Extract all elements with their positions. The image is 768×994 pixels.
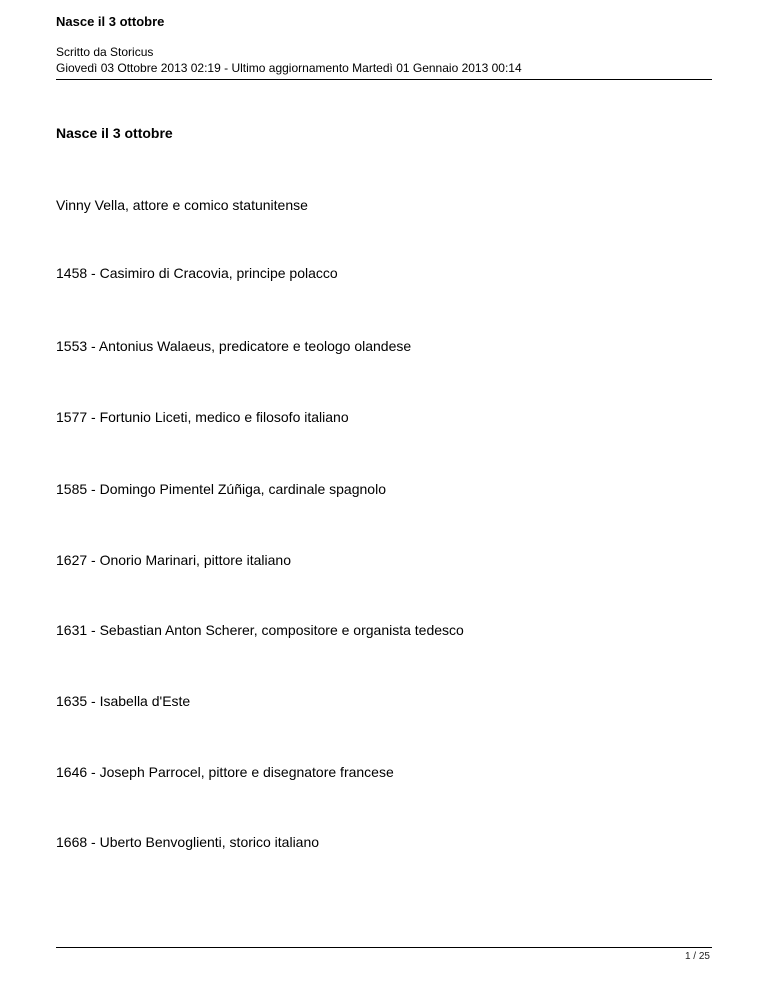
author-line: Scritto da Storicus [56,45,154,59]
list-item: 1668 - Uberto Benvoglienti, storico italiano [56,834,320,850]
list-item: 1631 - Sebastian Anton Scherer, compositore e organista tedesco [56,622,464,638]
page-number: 1 / 25 [684,951,710,962]
list-item: 1585 - Domingo Pimentel Zúñiga, cardinale spagnolo [56,481,386,497]
footer-divider [56,947,712,948]
list-item: 1553 - Antonius Walaeus, predicatore e teologo olandese [56,338,412,354]
list-item: 1458 - Casimiro di Cracovia, principe polacco [56,265,338,281]
article-heading: Nasce il 3 ottobre [56,125,173,141]
list-item: 1627 - Onorio Marinari, pittore italiano [56,552,292,568]
list-item: 1577 - Fortunio Liceti, medico e filosofo italiano [56,409,349,425]
list-item: 1646 - Joseph Parrocel, pittore e disegnatore francese [56,764,394,780]
header-title: Nasce il 3 ottobre [56,14,165,29]
list-item: 1635 - Isabella d'Este [56,693,191,709]
header-divider [56,79,712,80]
list-item: Vinny Vella, attore e comico statunitense [56,197,308,213]
dates-line: Giovedì 03 Ottobre 2013 02:19 - Ultimo aggiornamento Martedì 01 Gennaio 2013 00:14 [56,61,522,75]
